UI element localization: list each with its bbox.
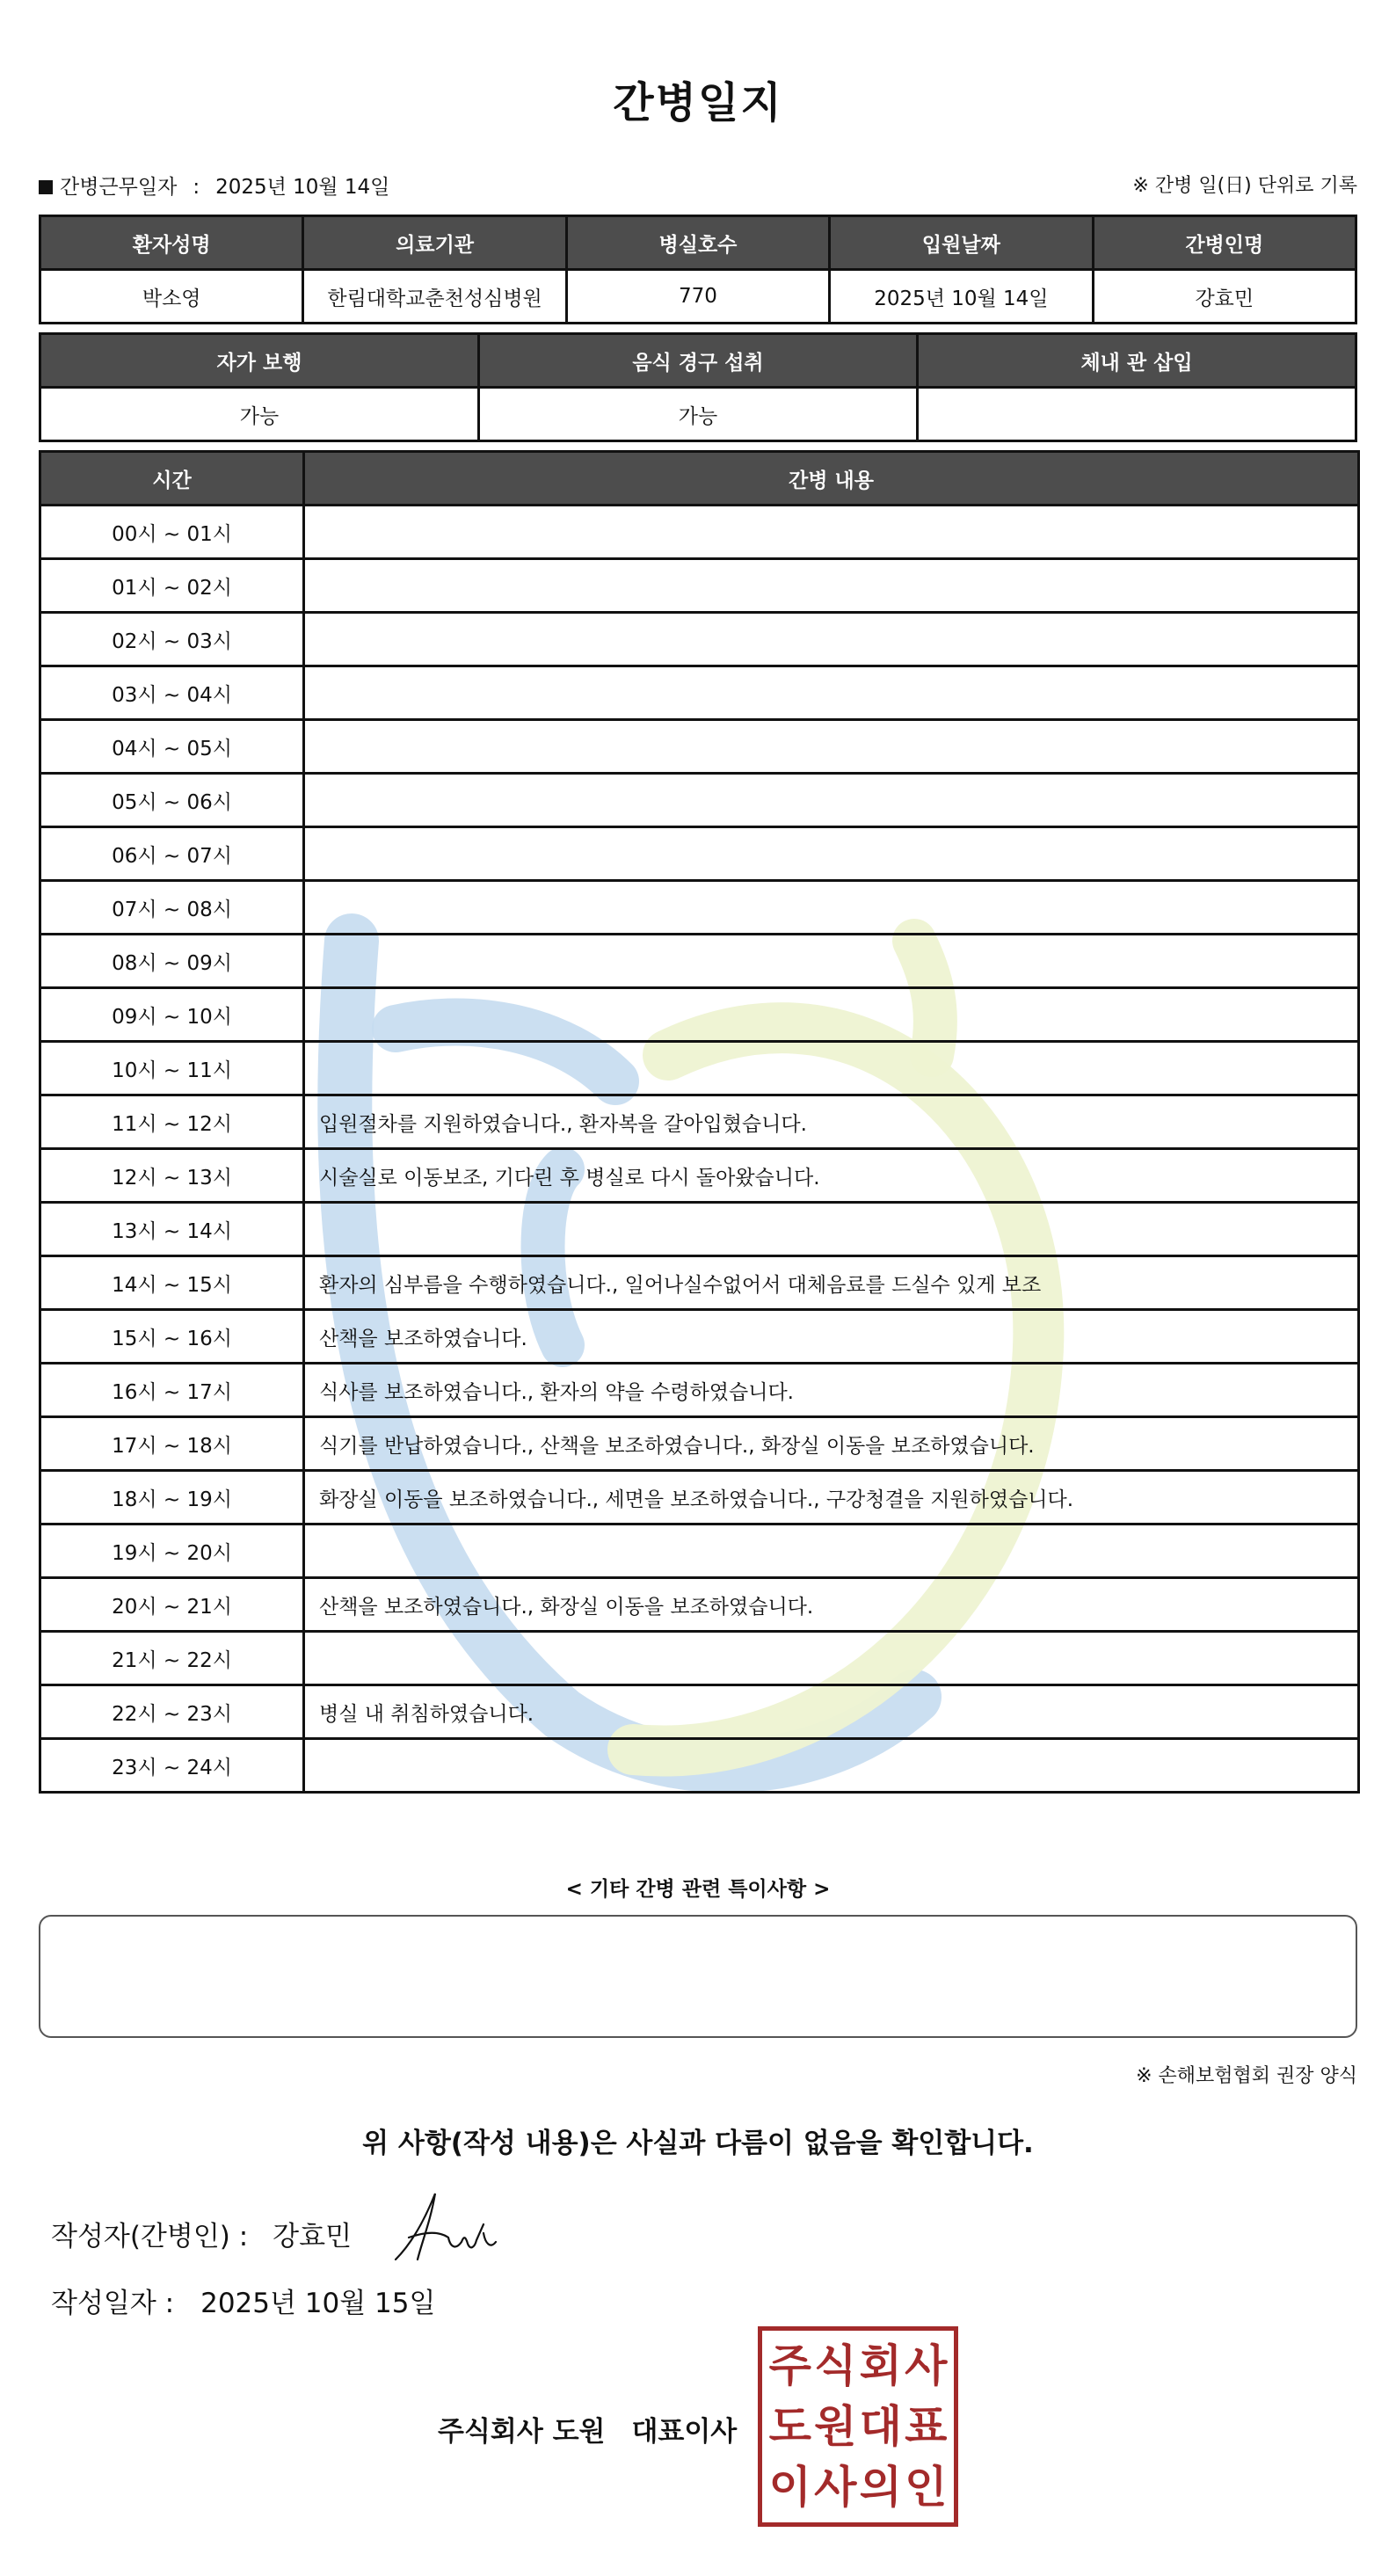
table-row xyxy=(40,270,1356,324)
table-row xyxy=(40,1203,1359,1256)
square-bullet-icon xyxy=(39,180,53,194)
table-header-row xyxy=(40,452,1359,506)
seal-char: 도 xyxy=(768,2400,811,2452)
header-hospital: 의료기관 xyxy=(303,216,566,270)
seal-char: 표 xyxy=(905,2400,948,2452)
status-table xyxy=(39,332,1357,442)
care-content: 시술실로 이동보조, 기다린 후 병실로 다시 돌아왔습니다. xyxy=(304,1149,1359,1203)
time-slot: 21시 ~ 22시 xyxy=(40,1632,304,1685)
written-date-label: 작성일자 : xyxy=(51,2288,175,2319)
time-slot: 08시 ~ 09시 xyxy=(40,935,304,988)
self-walking-value: 가능 xyxy=(40,388,479,441)
work-date-label: 간병근무일자 xyxy=(60,176,178,199)
time-slot: 20시 ~ 21시 xyxy=(40,1578,304,1632)
table-row xyxy=(40,881,1359,935)
table-row xyxy=(40,388,1356,441)
care-content: 병실 내 취침하였습니다. xyxy=(304,1685,1359,1739)
table-row xyxy=(40,720,1359,774)
table-row xyxy=(40,1095,1359,1149)
time-slot: 23시 ~ 24시 xyxy=(40,1739,304,1793)
care-content xyxy=(304,774,1359,827)
header-caregiver-name: 간병인명 xyxy=(1093,216,1356,270)
time-slot: 14시 ~ 15시 xyxy=(40,1256,304,1310)
time-slot: 02시 ~ 03시 xyxy=(40,613,304,666)
table-header-row xyxy=(40,216,1356,270)
table-row xyxy=(40,774,1359,827)
header-self-walking: 자가 보행 xyxy=(40,334,479,388)
time-slot: 04시 ~ 05시 xyxy=(40,720,304,774)
table-row xyxy=(40,935,1359,988)
written-date: 2025년 10월 15일 xyxy=(200,2288,436,2319)
table-row xyxy=(40,1042,1359,1095)
header-patient-name: 환자성명 xyxy=(40,216,303,270)
time-slot: 12시 ~ 13시 xyxy=(40,1149,304,1203)
header-room: 병실호수 xyxy=(566,216,829,270)
care-content xyxy=(304,827,1359,881)
signature-icon xyxy=(387,2189,510,2268)
table-row xyxy=(40,1685,1359,1739)
seal-char: 대 xyxy=(859,2400,902,2452)
seal-char: 주 xyxy=(768,2340,811,2392)
time-slot: 11시 ~ 12시 xyxy=(40,1095,304,1149)
time-slot: 17시 ~ 18시 xyxy=(40,1417,304,1471)
writer-label: 작성자(간병인) : xyxy=(51,2221,249,2252)
company-seal xyxy=(758,2326,958,2527)
time-slot: 18시 ~ 19시 xyxy=(40,1471,304,1524)
written-date-line xyxy=(51,2281,435,2320)
time-slot: 00시 ~ 01시 xyxy=(40,506,304,559)
time-slot: 15시 ~ 16시 xyxy=(40,1310,304,1364)
table-row xyxy=(40,506,1359,559)
seal-char: 이 xyxy=(768,2461,811,2513)
table-row xyxy=(40,827,1359,881)
seal-char: 의 xyxy=(859,2461,902,2513)
writer-name: 강효민 xyxy=(273,2221,353,2252)
care-content xyxy=(304,613,1359,666)
time-slot: 05시 ~ 06시 xyxy=(40,774,304,827)
care-content xyxy=(304,1739,1359,1793)
time-slot: 03시 ~ 04시 xyxy=(40,666,304,720)
table-row xyxy=(40,559,1359,613)
table-row xyxy=(40,1149,1359,1203)
care-content xyxy=(304,720,1359,774)
time-slot: 13시 ~ 14시 xyxy=(40,1203,304,1256)
table-row xyxy=(40,1739,1359,1793)
time-slot: 06시 ~ 07시 xyxy=(40,827,304,881)
writer-line xyxy=(51,2214,352,2253)
table-row xyxy=(40,1417,1359,1471)
patient-info-table xyxy=(39,215,1357,324)
care-content xyxy=(304,988,1359,1042)
table-row xyxy=(40,1310,1359,1364)
care-content xyxy=(304,1042,1359,1095)
header-oral-intake: 음식 경구 섭취 xyxy=(479,334,918,388)
care-content: 환자의 심부름을 수행하였습니다., 일어나실수없어서 대체음료를 드실수 있게 보조 xyxy=(304,1256,1359,1310)
page-title: 간병일지 xyxy=(613,78,783,127)
table-row xyxy=(40,1364,1359,1417)
time-slot: 10시 ~ 11시 xyxy=(40,1042,304,1095)
patient-name: 박소영 xyxy=(40,270,303,324)
seal-char: 원 xyxy=(814,2400,857,2452)
table-row xyxy=(40,1578,1359,1632)
table-row xyxy=(40,988,1359,1042)
care-content xyxy=(304,559,1359,613)
time-slot: 19시 ~ 20시 xyxy=(40,1524,304,1578)
care-content xyxy=(304,1203,1359,1256)
tube-insertion-value xyxy=(918,388,1356,441)
table-row xyxy=(40,1256,1359,1310)
company-name: 주식회사 도원 xyxy=(438,2416,606,2448)
table-header-row xyxy=(40,334,1356,388)
header-tube-insertion: 체내 관 삽입 xyxy=(918,334,1356,388)
oral-intake-value: 가능 xyxy=(479,388,918,441)
header-care-content: 간병 내용 xyxy=(304,452,1359,506)
care-content: 식사를 보조하였습니다., 환자의 약을 수령하였습니다. xyxy=(304,1364,1359,1417)
care-content: 산책을 보조하였습니다., 화장실 이동을 보조하였습니다. xyxy=(304,1578,1359,1632)
seal-char: 식 xyxy=(814,2340,857,2392)
notes-title: < 기타 간병 관련 특이사항 > xyxy=(565,1878,831,1901)
admission-date: 2025년 10월 14일 xyxy=(830,270,1093,324)
work-date-value: 2025년 10월 14일 xyxy=(215,176,390,199)
care-content: 입원절차를 지원하였습니다., 환자복을 갈아입혔습니다. xyxy=(304,1095,1359,1149)
header-time: 시간 xyxy=(40,452,304,506)
care-content xyxy=(304,935,1359,988)
footnote: ※ 손해보험협회 권장 양식 xyxy=(1136,2065,1357,2087)
care-content xyxy=(304,1524,1359,1578)
notes-box xyxy=(39,1915,1357,2038)
seal-char: 인 xyxy=(905,2461,948,2513)
work-date xyxy=(39,171,389,200)
company-role: 대표이사 xyxy=(631,2416,738,2448)
care-log-table xyxy=(39,450,1360,1794)
table-row xyxy=(40,613,1359,666)
time-slot: 01시 ~ 02시 xyxy=(40,559,304,613)
care-content xyxy=(304,1632,1359,1685)
care-content xyxy=(304,881,1359,935)
company-line xyxy=(438,2409,737,2449)
time-slot: 16시 ~ 17시 xyxy=(40,1364,304,1417)
table-row xyxy=(40,1471,1359,1524)
seal-char: 사 xyxy=(905,2340,948,2392)
time-slot: 09시 ~ 10시 xyxy=(40,988,304,1042)
room-number: 770 xyxy=(566,270,829,324)
table-row xyxy=(40,1632,1359,1685)
confirmation-statement: 위 사항(작성 내용)은 사실과 다름이 없음을 확인합니다. xyxy=(362,2128,1034,2159)
time-slot: 22시 ~ 23시 xyxy=(40,1685,304,1739)
table-row xyxy=(40,666,1359,720)
hospital-name: 한림대학교춘천성심병원 xyxy=(303,270,566,324)
seal-char: 사 xyxy=(814,2461,857,2513)
care-content xyxy=(304,506,1359,559)
care-content: 화장실 이동을 보조하였습니다., 세면을 보조하였습니다., 구강청결을 지원하였습니다. xyxy=(304,1471,1359,1524)
work-date-colon: : xyxy=(193,176,200,199)
time-slot: 07시 ~ 08시 xyxy=(40,881,304,935)
header-admission-date: 입원날짜 xyxy=(830,216,1093,270)
caregiver-name: 강효민 xyxy=(1093,270,1356,324)
care-content xyxy=(304,666,1359,720)
table-row xyxy=(40,1524,1359,1578)
care-content: 식기를 반납하였습니다., 산책을 보조하였습니다., 화장실 이동을 보조하였습니다. xyxy=(304,1417,1359,1471)
care-content: 산책을 보조하였습니다. xyxy=(304,1310,1359,1364)
seal-char: 회 xyxy=(859,2340,902,2392)
unit-note: ※ 간병 일(日) 단위로 기록 xyxy=(1132,175,1357,197)
